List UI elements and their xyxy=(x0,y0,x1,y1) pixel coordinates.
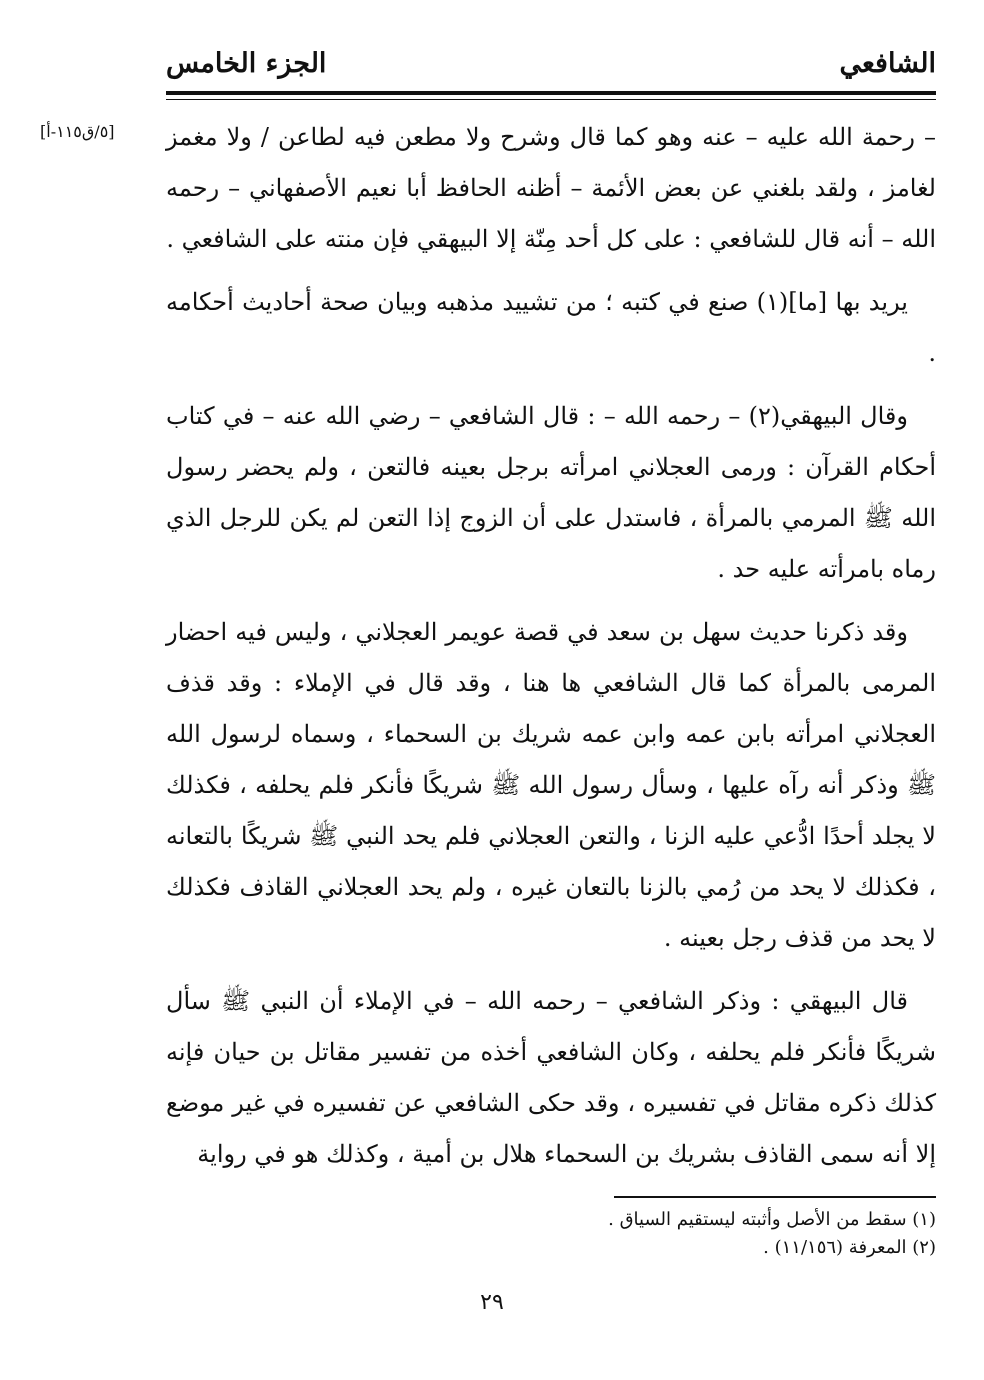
paragraph: وقد ذكرنا حديث سهل بن سعد في قصة عويمر العجلاني ، وليس فيه احضار المرمى بالمرأة كما قال الشافعي ها هنا ، وقد قال في الإملاء : وقد قذف العجلاني امرأته بابن عمه وابن عمه شريك بن السحماء ، وسماه لرسول الله ﷺ وذكر أنه رآه عليها ، وسأل رسول الله ﷺ شريكًا فأنكر فلم يحلفه ، فكذلك لا يجلد أحدًا ادُّعي عليه الزنا ، والتعن العجلاني فلم يحد النبي ﷺ شريكًا بالتعانه ، فكذلك لا يحد من رُمي بالزنا بالتعان غيره ، ولم يحد العجلاني القاذف فكذلك لا يحد من قذف رجل بعينه . xyxy=(166,618,936,952)
header-rule-thin xyxy=(166,99,936,100)
footnote-2: (٢) المعرفة (١١/١٥٦) . xyxy=(763,1237,936,1258)
main-text xyxy=(166,112,936,1192)
page-number: ٢٩ xyxy=(480,1290,504,1315)
manuscript-folio-note: [٥/ق١١٥-أ] xyxy=(40,122,115,141)
paragraph: قال البيهقي : وذكر الشافعي – رحمه الله – في الإملاء أن النبي ﷺ سأل شريكًا فأنكر فلم يحلفه ، وكان الشافعي أخذه من تفسير مقاتل بن حيان فإنه كذلك ذكره مقاتل في تفسيره ، وقد حكى الشافعي عن تفسيره في غير موضع إلا أنه سمى القاذف بشريك بن السحماء هلال بن أمية ، وكذلك هو في رواية xyxy=(166,987,936,1168)
running-header-volume: الجزء الخامس xyxy=(166,48,327,79)
footnotes xyxy=(166,1206,936,1262)
running-header-title: الشافعي xyxy=(839,48,936,79)
paragraph: – رحمة الله عليه – عنه وهو كما قال وشرح ولا مطعن فيه لطاعن / ولا مغمز لغامز ، ولقد بلغني عن بعض الأئمة – أظنه الحافظ أبا نعيم الأصفهاني – رحمه الله – أنه قال للشافعي : على كل أحد مِنّة إلا البيهقي فإن منته على الشافعي . xyxy=(166,123,936,253)
footnote-1: (١) سقط من الأصل وأثبته ليستقيم السياق . xyxy=(608,1209,936,1230)
footnote-separator xyxy=(614,1196,936,1198)
header-rule-thick xyxy=(166,91,936,95)
paragraph: وقال البيهقي(٢) – رحمه الله – : قال الشافعي – رضي الله عنه – في كتاب أحكام القرآن : ورمى العجلاني امرأته برجل بعينه فالتعن ، ولم يحضر رسول الله ﷺ المرمي بالمرأة ، فاستدل على أن الزوج إذا التعن لم يكن للرجل الذي رماه بامرأته عليه حد . xyxy=(166,402,936,583)
paragraph: يريد بها [ما](١) صنع في كتبه ؛ من تشييد مذهبه وبيان صحة أحاديث أحكامه . xyxy=(166,288,936,367)
